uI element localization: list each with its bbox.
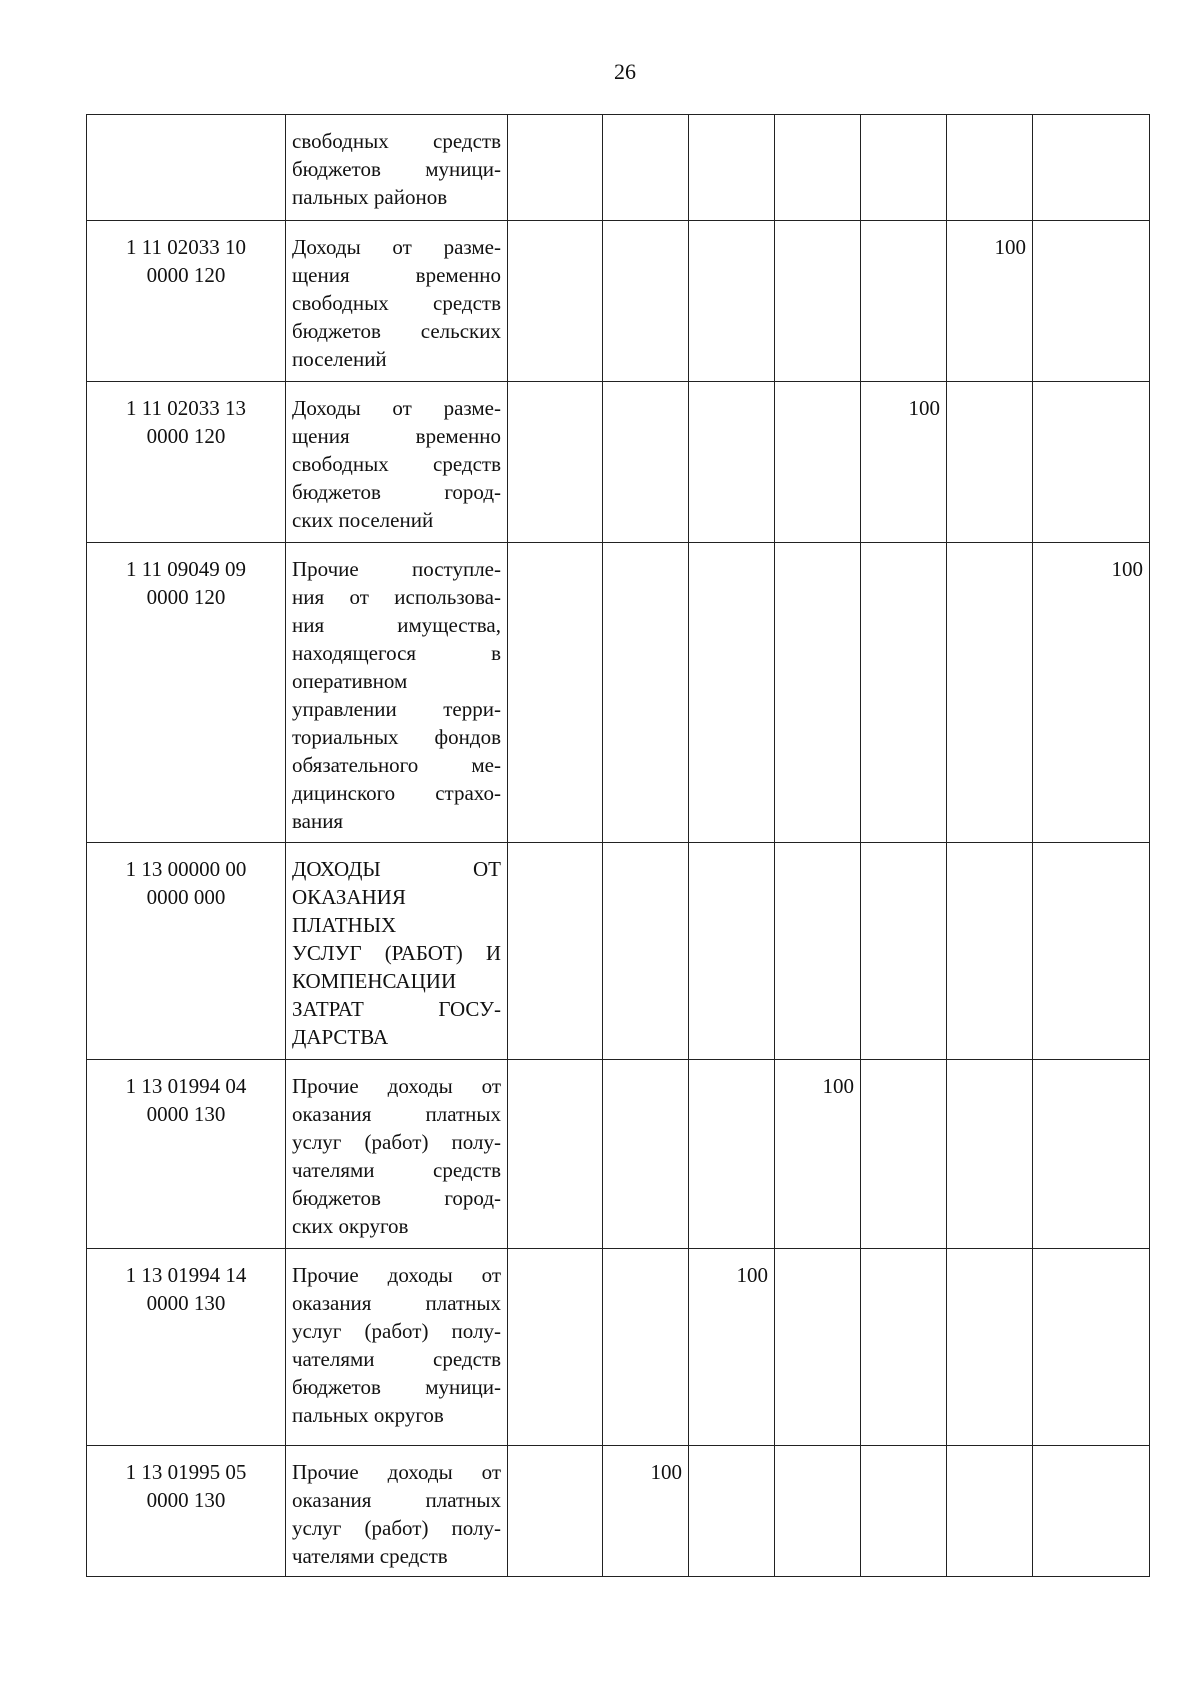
revenue-name-line: щения временно xyxy=(292,424,501,448)
kbk-code-line: 1 13 00000 00 xyxy=(125,857,247,881)
share-percent-cell xyxy=(861,543,947,843)
revenue-name-line: чателями средств xyxy=(292,1158,501,1182)
revenue-name-line: оперативном xyxy=(292,669,408,693)
revenue-name-line: оказания платных xyxy=(292,1488,501,1512)
share-percent-cell xyxy=(947,382,1033,543)
revenue-name-cell xyxy=(286,1446,508,1577)
share-percent-cell xyxy=(775,1249,861,1446)
revenue-name-line: чателями средств xyxy=(292,1347,501,1371)
kbk-code-line: 0000 120 xyxy=(146,424,226,448)
share-percent-cell xyxy=(947,543,1033,843)
share-percent-cell xyxy=(947,115,1033,221)
share-percent-cell xyxy=(689,1446,775,1577)
revenue-name-line: оказания платных xyxy=(292,1102,501,1126)
share-percent-cell xyxy=(775,221,861,382)
revenue-name-line: ских поселений xyxy=(292,508,434,532)
share-percent-cell: 100 xyxy=(1033,543,1150,843)
revenue-name-cell xyxy=(286,843,508,1060)
revenue-name-line: бюджетов город- xyxy=(292,1186,501,1210)
revenue-name-line: Прочие поступле- xyxy=(292,557,501,581)
share-percent-cell xyxy=(508,843,603,1060)
revenue-name-line: ских округов xyxy=(292,1214,409,1238)
revenue-name-line: ДАРСТВА xyxy=(292,1025,389,1049)
share-percent-cell xyxy=(603,221,689,382)
share-percent-cell xyxy=(508,1446,603,1577)
kbk-code-cell xyxy=(87,543,286,843)
revenue-name-line: пальных районов xyxy=(292,185,448,209)
share-percent-cell xyxy=(1033,1249,1150,1446)
kbk-code-line: 1 13 01994 14 xyxy=(125,1263,247,1287)
share-percent-cell xyxy=(947,1060,1033,1249)
share-percent-cell xyxy=(947,843,1033,1060)
share-percent-cell xyxy=(603,843,689,1060)
revenue-name-line: щения временно xyxy=(292,263,501,287)
revenue-name-line: КОМПЕНСАЦИИ xyxy=(292,969,457,993)
share-percent-cell: 100 xyxy=(861,382,947,543)
revenue-name-line: УСЛУГ (РАБОТ) И xyxy=(292,941,501,965)
revenue-name-line: находящегося в xyxy=(292,641,501,665)
revenue-name-line: Доходы от разме- xyxy=(292,235,501,259)
share-percent-cell xyxy=(603,382,689,543)
share-percent-cell xyxy=(689,843,775,1060)
kbk-code-line: 1 13 01995 05 xyxy=(125,1460,247,1484)
revenue-name-line: ния имущества, xyxy=(292,613,501,637)
share-percent-cell xyxy=(775,543,861,843)
share-percent-cell xyxy=(508,1060,603,1249)
share-percent-cell xyxy=(1033,1446,1150,1577)
revenue-name-line: пальных округов xyxy=(292,1403,444,1427)
kbk-code-line: 0000 120 xyxy=(146,585,226,609)
share-percent-cell: 100 xyxy=(947,221,1033,382)
revenue-name-line: ДОХОДЫ ОТ xyxy=(292,857,501,881)
kbk-code-line: 0000 120 xyxy=(146,263,226,287)
share-percent-cell xyxy=(861,1249,947,1446)
share-percent-cell xyxy=(861,1446,947,1577)
revenue-name-line: Прочие доходы от xyxy=(292,1074,501,1098)
table-row xyxy=(87,1249,1150,1446)
revenue-name-line: Прочие доходы от xyxy=(292,1460,501,1484)
share-percent-cell xyxy=(1033,382,1150,543)
share-percent-cell xyxy=(775,115,861,221)
revenue-name-line: услуг (работ) полу- xyxy=(292,1319,501,1343)
share-percent-cell xyxy=(861,221,947,382)
revenue-name-line: ЗАТРАТ ГОСУ- xyxy=(292,997,501,1021)
kbk-code-cell xyxy=(87,843,286,1060)
revenue-name-line: свободных средств xyxy=(292,129,501,153)
kbk-code-line: 0000 130 xyxy=(146,1291,226,1315)
revenue-name-line: бюджетов сельских xyxy=(292,319,501,343)
revenue-name-line: дицинского страхо- xyxy=(292,781,501,805)
share-percent-cell xyxy=(861,1060,947,1249)
kbk-code-cell xyxy=(87,1249,286,1446)
share-percent-cell xyxy=(775,1446,861,1577)
share-percent-cell xyxy=(1033,843,1150,1060)
revenue-name-line: Доходы от разме- xyxy=(292,396,501,420)
share-percent-cell xyxy=(775,843,861,1060)
share-percent-cell: 100 xyxy=(775,1060,861,1249)
share-percent-cell xyxy=(508,382,603,543)
table-row xyxy=(87,843,1150,1060)
revenue-name-line: Прочие доходы от xyxy=(292,1263,501,1287)
kbk-code-cell xyxy=(87,382,286,543)
kbk-code-cell xyxy=(87,221,286,382)
table-body xyxy=(87,115,1150,1577)
share-percent-cell xyxy=(603,115,689,221)
share-percent-cell xyxy=(1033,1060,1150,1249)
table-row xyxy=(87,115,1150,221)
share-percent-cell xyxy=(1033,221,1150,382)
revenue-name-line: ПЛАТНЫХ xyxy=(292,913,397,937)
share-percent-cell xyxy=(508,221,603,382)
revenue-name-line: бюджетов муници- xyxy=(292,157,501,181)
kbk-code-line: 0000 130 xyxy=(146,1488,226,1512)
revenue-name-line: управлении терри- xyxy=(292,697,501,721)
revenue-name-line: вания xyxy=(292,809,344,833)
kbk-code-cell xyxy=(87,1060,286,1249)
share-percent-cell xyxy=(861,843,947,1060)
share-percent-cell xyxy=(689,115,775,221)
revenue-name-cell xyxy=(286,382,508,543)
revenue-name-cell xyxy=(286,543,508,843)
kbk-code-line: 1 11 02033 13 xyxy=(126,396,246,420)
kbk-code-line: 0000 130 xyxy=(146,1102,226,1126)
revenue-name-line: свободных средств xyxy=(292,291,501,315)
share-percent-cell xyxy=(689,221,775,382)
revenue-name-line: бюджетов город- xyxy=(292,480,501,504)
share-percent-cell xyxy=(775,382,861,543)
page-number: 26 xyxy=(614,59,636,84)
share-percent-cell xyxy=(508,115,603,221)
kbk-code-line: 1 11 02033 10 xyxy=(126,235,246,259)
share-percent-cell xyxy=(603,543,689,843)
kbk-code-line: 1 11 09049 09 xyxy=(126,557,246,581)
revenue-name-line: обязательного ме- xyxy=(292,753,501,777)
share-percent-cell: 100 xyxy=(689,1249,775,1446)
share-percent-cell xyxy=(603,1249,689,1446)
revenue-name-cell xyxy=(286,1249,508,1446)
share-percent-cell xyxy=(947,1446,1033,1577)
share-percent-cell xyxy=(603,1060,689,1249)
revenue-name-cell xyxy=(286,221,508,382)
revenue-distribution-table xyxy=(86,114,1150,1577)
share-percent-cell: 100 xyxy=(603,1446,689,1577)
revenue-name-line: ториальных фондов xyxy=(292,725,501,749)
revenue-name-line: свободных средств xyxy=(292,452,501,476)
revenue-name-line: чателями средств xyxy=(292,1544,448,1568)
share-percent-cell xyxy=(861,115,947,221)
table-row xyxy=(87,1060,1150,1249)
revenue-name-line: услуг (работ) полу- xyxy=(292,1130,501,1154)
share-percent-cell xyxy=(947,1249,1033,1446)
revenue-name-line: ния от использова- xyxy=(292,585,501,609)
revenue-name-line: услуг (работ) полу- xyxy=(292,1516,501,1540)
table-row xyxy=(87,543,1150,843)
revenue-name-line: оказания платных xyxy=(292,1291,501,1315)
share-percent-cell xyxy=(689,382,775,543)
revenue-name-cell xyxy=(286,115,508,221)
share-percent-cell xyxy=(689,543,775,843)
table-row xyxy=(87,382,1150,543)
revenue-name-line: ОКАЗАНИЯ xyxy=(292,885,406,909)
share-percent-cell xyxy=(508,543,603,843)
revenue-name-cell xyxy=(286,1060,508,1249)
kbk-code-cell xyxy=(87,115,286,221)
share-percent-cell xyxy=(689,1060,775,1249)
table-row xyxy=(87,1446,1150,1577)
kbk-code-cell xyxy=(87,1446,286,1577)
kbk-code-line: 0000 000 xyxy=(146,885,226,909)
share-percent-cell xyxy=(1033,115,1150,221)
kbk-code-line: 1 13 01994 04 xyxy=(125,1074,247,1098)
revenue-name-line: поселений xyxy=(292,347,387,371)
revenue-name-line: бюджетов муници- xyxy=(292,1375,501,1399)
table-row xyxy=(87,221,1150,382)
share-percent-cell xyxy=(508,1249,603,1446)
